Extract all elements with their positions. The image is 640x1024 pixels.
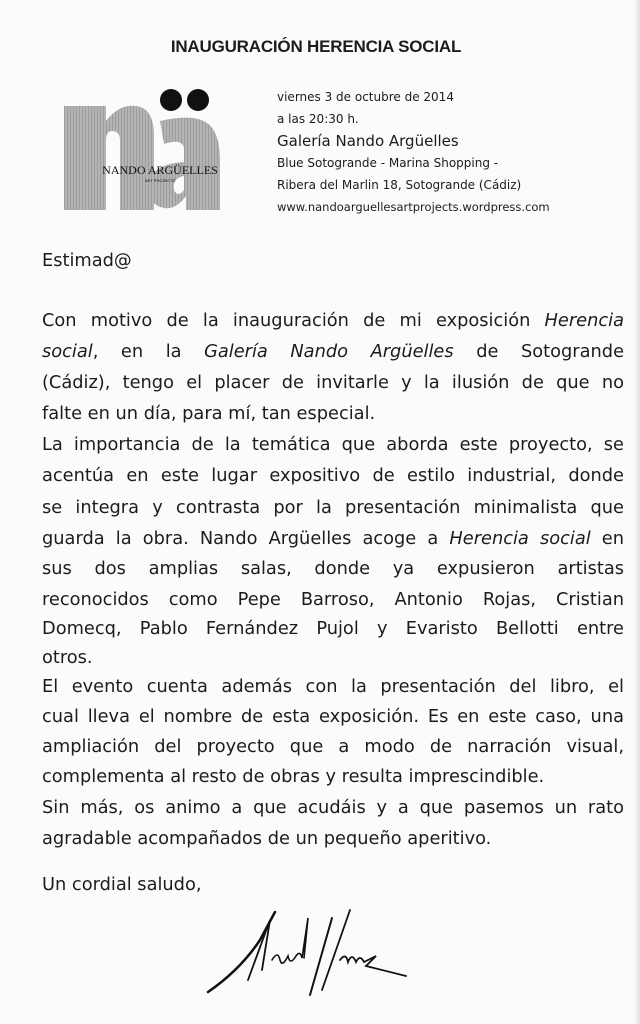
letter-line (42, 403, 624, 424)
text-segment: en (590, 528, 624, 549)
venue-address-2: Ribera del Marlin 18, Sotogrande (Cádiz) (277, 178, 522, 192)
text-segment: Domecq, Pablo Fernández Pujol y Evaristo Bellotti entre (42, 618, 624, 639)
text-segment: sus dos amplias salas, donde ya expusieron artistas (42, 558, 624, 579)
italic-text: Galería Nando Argüelles (204, 341, 454, 362)
letter-line (42, 647, 624, 668)
letter-line (42, 497, 624, 518)
text-segment: falte en un día, para mí, tan especial. (42, 403, 376, 424)
page-edge-shadow (634, 0, 640, 1024)
text-segment: cual lleva el nombre de esta exposición. Es en este caso, una (42, 706, 624, 727)
text-segment: se integra y contrasta por la presentación minimalista que (42, 497, 624, 518)
italic-text: Herencia social (449, 528, 591, 549)
letter-line (42, 766, 624, 787)
letter-line (42, 736, 624, 757)
letter-line (42, 434, 624, 455)
text-segment: guarda la obra. Nando Argüelles acoge a (42, 528, 450, 549)
letter-line (42, 310, 624, 331)
greeting: Estimad@ (42, 250, 132, 271)
logo-subtitle: ART PROJECTS (144, 178, 176, 183)
text-segment: agradable acompañados de un pequeño aperitivo. (42, 828, 492, 849)
letter-line (42, 465, 624, 486)
gallery-logo (64, 86, 230, 210)
letter-line (42, 589, 624, 610)
closing: Un cordial saludo, (42, 874, 202, 895)
text-segment: acentúa en este lugar expositivo de estilo industrial, donde (42, 465, 624, 486)
document-title: INAUGURACIÓN HERENCIA SOCIAL (170, 37, 462, 56)
italic-text: social (42, 341, 93, 362)
text-segment: (Cádiz), tengo el placer de invitarle y la ilusión de que no (42, 372, 624, 393)
text-segment: Con motivo de la inauguración de mi exposición (42, 310, 545, 331)
letter-line (42, 706, 624, 727)
text-segment: complementa al resto de obras y resulta imprescindible. (42, 766, 545, 787)
event-time: a las 20:30 h. (277, 112, 359, 126)
text-segment: ampliación del proyecto que a modo de narración visual, (42, 736, 624, 757)
text-segment: La importancia de la temática que aborda este proyecto, se (42, 434, 624, 455)
event-date: viernes 3 de octubre de 2014 (277, 90, 454, 104)
italic-text: Herencia (544, 310, 624, 331)
letter-line (42, 618, 624, 639)
letter-line (42, 372, 624, 393)
text-segment: Sin más, os animo a que acudáis y a que pasemos un rato (42, 797, 624, 818)
text-segment: , en la (92, 341, 205, 362)
letter-line (42, 341, 624, 362)
venue-name: Galería Nando Argüelles (277, 132, 459, 150)
letter-line (42, 797, 624, 818)
letter-line (42, 828, 624, 849)
text-segment: reconocidos como Pepe Barroso, Antonio Rojas, Cristian (42, 589, 624, 610)
text-segment: otros. (42, 647, 93, 668)
text-segment: El evento cuenta además con la presentación del libro, el (42, 676, 624, 697)
letter-line (42, 558, 624, 579)
logo-name: NANDO ARGÜELLES (102, 163, 218, 177)
text-segment: de Sotogrande (453, 341, 625, 362)
event-info (277, 86, 550, 218)
letter-line (42, 528, 624, 549)
venue-website[interactable]: www.nandoarguellesartprojects.wordpress.com (277, 200, 550, 214)
signature (200, 900, 420, 1000)
venue-address-1: Blue Sotogrande - Marina Shopping - (277, 156, 499, 170)
letter-line (42, 676, 624, 697)
